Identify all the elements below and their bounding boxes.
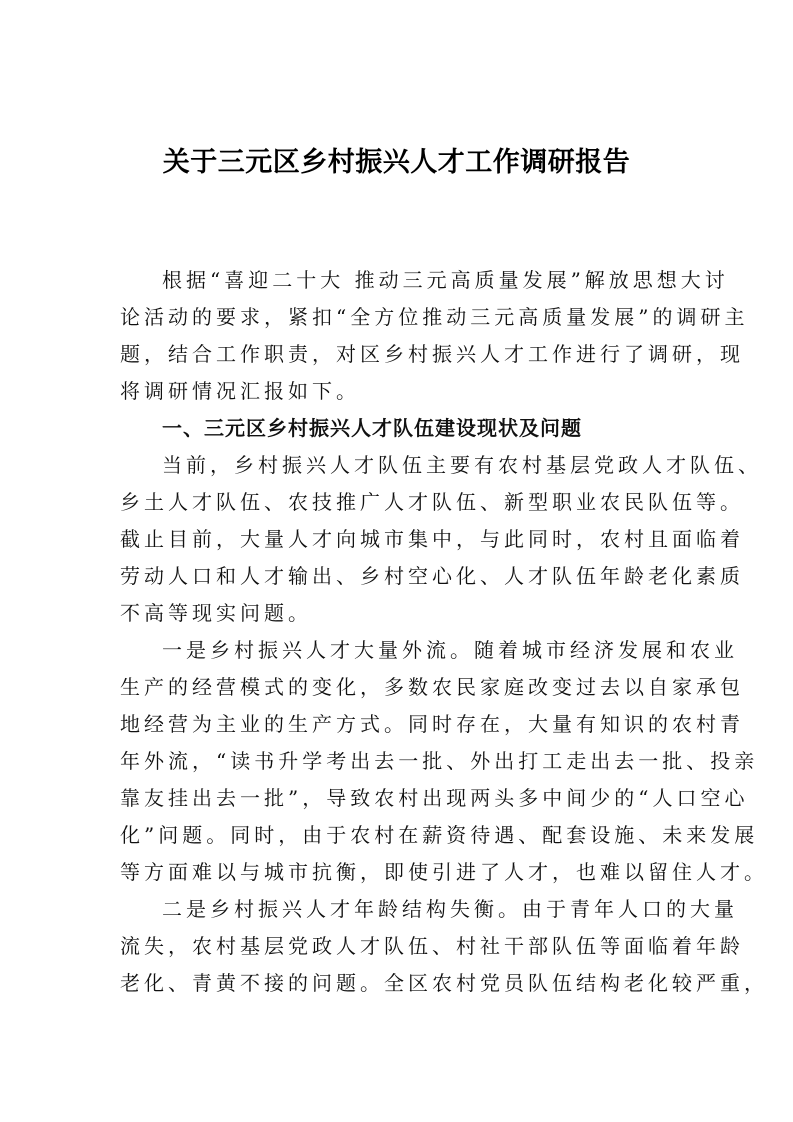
text-line: 一是乡村振兴人才大量外流。随着城市经济发展和农业: [162, 638, 738, 662]
text-line: 乡土人才队伍、农技推广人才队伍、新型职业农民队伍等。: [120, 490, 744, 514]
heading-line: 一、三元区乡村振兴人才队伍建设现状及问题: [162, 416, 582, 440]
text-line: 题，结合工作职责，对区乡村振兴人才工作进行了调研，现: [120, 342, 744, 366]
text-line: 论活动的要求，紧扣“全方位推动三元高质量发展”的调研主: [120, 305, 749, 329]
text-line: 靠友挂出去一批”，导致农村出现两头多中间少的“人口空心: [120, 786, 749, 810]
section-heading: [120, 410, 680, 447]
text-line: 不高等现实问题。: [120, 601, 312, 625]
text-line: 老化、青黄不接的问题。全区农村党员队伍结构老化较严重，: [120, 971, 768, 995]
text-line: 等方面难以与城市抗衡，即使引进了人才，也难以留住人才。: [120, 860, 768, 884]
document-body: [120, 262, 768, 1002]
text-line: 劳动人口和人才输出、乡村空心化、人才队伍年龄老化素质: [120, 564, 744, 588]
text-line: 年外流，“读书升学考出去一批、外出打工走出去一批、投亲: [120, 749, 759, 773]
text-line: 流失，农村基层党政人才队伍、村社干部队伍等面临着年龄: [120, 934, 744, 958]
text-line: 截止目前，大量人才向城市集中，与此同时，农村且面临着: [120, 527, 744, 551]
text-line: 地经营为主业的生产方式。同时存在，大量有知识的农村青: [120, 712, 744, 736]
document-title: 关于三元区乡村振兴人才工作调研报告: [162, 147, 631, 178]
text-line: 当前，乡村振兴人才队伍主要有农村基层党政人才队伍、: [162, 453, 762, 477]
text-line: 将调研情况汇报如下。: [120, 379, 360, 403]
text-line: 生产的经营模式的变化，多数农民家庭改变过去以自家承包: [120, 675, 744, 699]
text-line: 根据“喜迎二十大 推动三元高质量发展”解放思想大讨: [162, 268, 729, 292]
paragraph-point-one: [120, 632, 768, 891]
paragraph-current-situation: [120, 447, 762, 632]
paragraph-point-two: [120, 891, 768, 1002]
paragraph-intro: [120, 262, 749, 410]
text-line: 化”问题。同时，由于农村在薪资待遇、配套设施、未来发展: [120, 823, 759, 847]
text-line: 二是乡村振兴人才年龄结构失衡。由于青年人口的大量: [162, 897, 738, 921]
